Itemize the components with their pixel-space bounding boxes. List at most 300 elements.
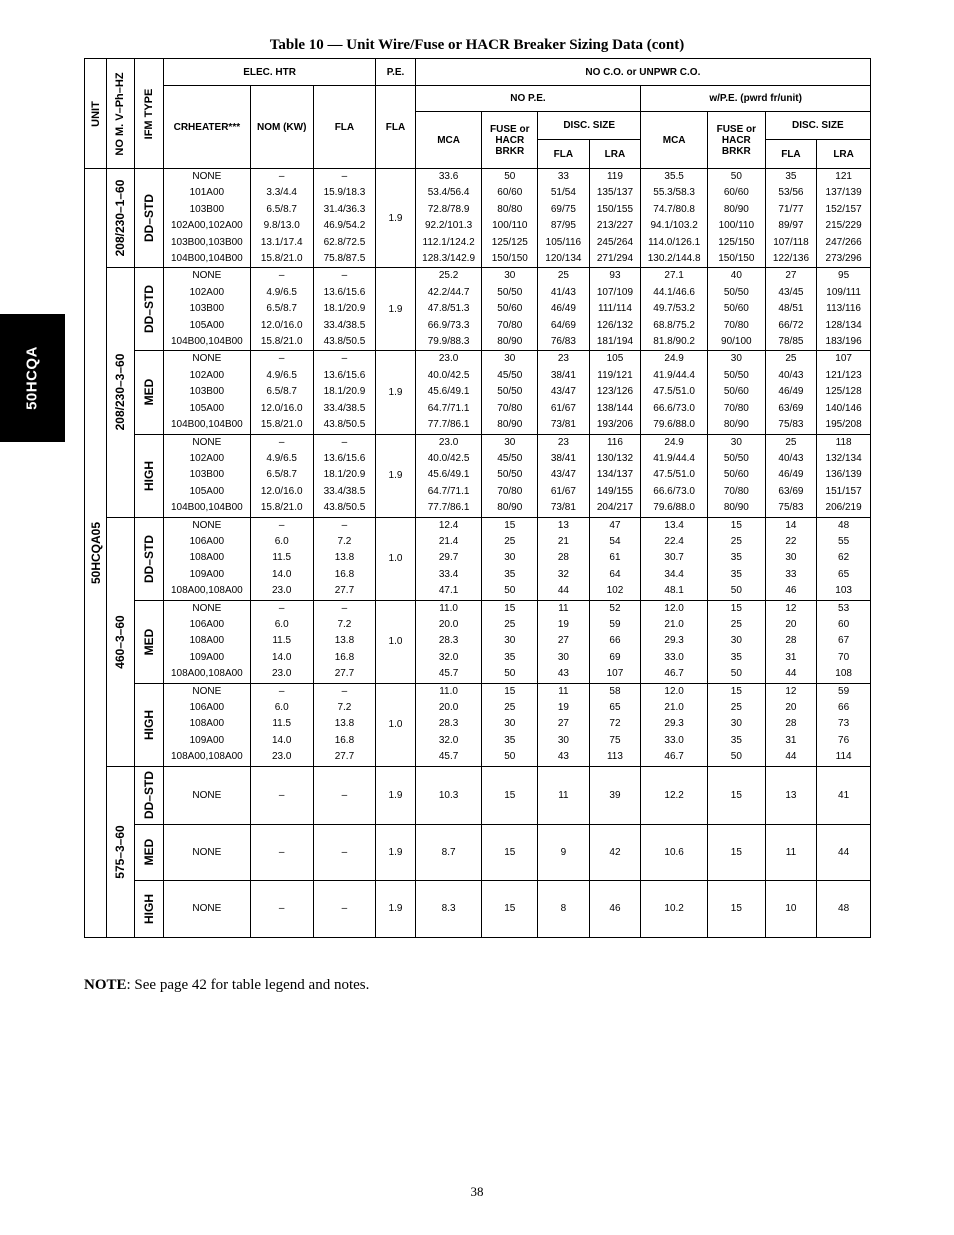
pe-disc-fla-value: 11 [785, 846, 797, 858]
disc-lra-value: 61 [609, 552, 621, 564]
heater-fla-value: – [341, 270, 348, 282]
pe-mca-value: 94.1/103.2 [650, 220, 698, 232]
heater-fla-cell [313, 268, 376, 351]
pe-disc-fla-value: 25 [785, 353, 797, 365]
nom-kw-value: 15.8/21.0 [260, 502, 303, 514]
pe-fuse-value: 70/80 [723, 485, 749, 497]
fuse-value: 35 [504, 651, 516, 663]
pe-disc-fla-value: 107/118 [773, 236, 809, 248]
fuse-value: 25 [504, 702, 516, 713]
crheater-value: NONE [192, 436, 222, 448]
crheater-value: 105A00 [189, 485, 225, 497]
heater-fla-value: 16.8 [334, 651, 355, 663]
pe-fuse-value: 125/150 [718, 236, 755, 248]
pe-fuse-value: 100/110 [718, 220, 755, 232]
heater-fla-value: 13.8 [334, 552, 355, 564]
heater-fla-value: – [341, 903, 348, 915]
pe-mca-value: 34.4 [664, 568, 684, 580]
voltage-label: 575–3–60 [113, 824, 128, 879]
heater-fla-value: 75.8/87.5 [323, 253, 366, 265]
mca-value: 66.9/73.3 [427, 319, 470, 331]
pe-fuse-value: 35 [730, 651, 742, 663]
voltage-label: 208/230–1–60 [113, 179, 128, 257]
fuse-header: FUSE or HACR BRKR [708, 112, 766, 169]
pe-fuse-value: 15 [730, 685, 742, 697]
pe-fuse-value: 15 [730, 846, 742, 858]
pe-fuse-value: 30 [730, 718, 742, 730]
pe-fuse-value: 25 [730, 702, 742, 713]
disc-fla-value: 25 [557, 270, 569, 282]
pe-disc-lra-cell [817, 824, 871, 880]
crheater-cell [163, 268, 250, 351]
pe-fuse-value: 80/90 [723, 203, 749, 215]
fuse-value: 50/50 [497, 469, 523, 481]
pe-fuse-value: 15 [730, 519, 742, 531]
crheater-cell [163, 517, 250, 600]
heater-fla-value: 18.1/20.9 [323, 303, 366, 315]
sizing-table [84, 58, 871, 938]
pe-disc-fla-value: 89/97 [778, 220, 804, 232]
fuse-cell [482, 683, 538, 766]
nom-kw-value: 23.0 [271, 585, 292, 597]
crheater-value: 104B00,104B00 [171, 253, 243, 265]
nom-kw-value: 6.5/8.7 [266, 469, 297, 481]
nom-kw-value: – [278, 171, 285, 182]
pe-fuse-cell [708, 434, 766, 517]
pe-fla-header: FLA [376, 86, 415, 169]
pe-disc-fla-value: 43/45 [778, 286, 804, 298]
pe-disc-fla-value: 75/83 [778, 502, 804, 514]
disc-fla-cell [538, 766, 590, 824]
pe-fla-value: 1.9 [388, 789, 403, 801]
crheater-value: 108A00,108A00 [171, 585, 243, 597]
heater-fla-value: 13.8 [334, 718, 355, 730]
disc-lra-value: 135/137 [596, 187, 634, 199]
disc-lra-value: 130/132 [596, 452, 634, 464]
crheater-cell [163, 683, 250, 766]
pe-disc-fla-value: 46/49 [778, 386, 804, 398]
heater-fla-value: 27.7 [334, 751, 355, 763]
mca-value: 20.0 [438, 618, 459, 630]
pe-disc-fla-value: 20 [785, 702, 797, 713]
pe-disc-lra-value: 95 [838, 270, 850, 282]
heater-fla-cell [313, 351, 376, 434]
disc-fla-value: 87/95 [550, 220, 576, 232]
disc-lra-value: 181/194 [596, 336, 634, 348]
disc-lra-value: 193/206 [596, 419, 634, 431]
nom-kw-cell [250, 824, 313, 880]
heater-fla-value: 7.2 [337, 535, 352, 547]
pe-fuse-value: 30 [730, 635, 742, 647]
pe-disc-lra-cell [817, 517, 871, 600]
crheater-value: 105A00 [189, 402, 225, 414]
heater-fla-cell [313, 434, 376, 517]
disc-fla-cell [538, 268, 590, 351]
pe-disc-fla-value: 71/77 [778, 203, 804, 215]
table-note [84, 977, 369, 994]
heater-fla-value: 43.8/50.5 [323, 336, 366, 348]
disc-lra-value: 93 [609, 270, 621, 282]
table-title: Table 10 — Unit Wire/Fuse or HACR Breaker Sizing Data (cont) [269, 37, 685, 53]
disc-lra-value: 52 [609, 602, 621, 614]
fuse-value: 25 [504, 618, 516, 630]
disc-fla-value: 19 [557, 618, 569, 630]
voltage-label: 460–3–60 [113, 614, 128, 669]
mca-value: 45.6/49.1 [427, 386, 470, 398]
no-pe-header: NO P.E. [415, 86, 641, 112]
pe-mca-value: 46.7 [664, 668, 684, 680]
disc-fla-value: 13 [557, 519, 569, 531]
heater-fla-value: 15.9/18.3 [323, 187, 366, 199]
mca-value: 29.7 [438, 552, 459, 564]
pe-disc-fla-value: 53/56 [778, 187, 804, 199]
pe-fuse-value: 30 [730, 353, 742, 365]
voltage-header: NO M. V–Ph–HZ [107, 59, 134, 169]
disc-fla-value: 23 [557, 353, 569, 365]
disc-fla-value: 43/47 [550, 386, 576, 398]
ifm-type-cell [134, 517, 163, 600]
pe-fuse-value: 15 [730, 903, 742, 915]
pe-disc-lra-cell [817, 351, 871, 434]
disc-lra-value: 149/155 [596, 485, 634, 497]
pe-disc-fla-value: 31 [785, 651, 797, 663]
mca-value: 11.0 [439, 685, 458, 697]
mca-value: 23.0 [438, 436, 459, 448]
crheater-value: 106A00 [189, 618, 225, 630]
mca-value: 33.4 [438, 568, 459, 580]
pe-disc-lra-value: 55 [838, 535, 850, 547]
fuse-value: 25 [504, 535, 516, 547]
disc-lra-value: 47 [609, 519, 621, 531]
heater-fla-value: 46.9/54.2 [323, 220, 366, 232]
pe-disc-lra-cell [817, 169, 871, 268]
table-row [85, 824, 871, 880]
pe-mca-cell [641, 434, 708, 517]
nom-kw-cell [250, 880, 313, 937]
disc-lra-value: 107/109 [596, 286, 634, 298]
pe-mca-value: 79.6/88.0 [653, 502, 695, 514]
pe-fuse-cell [708, 824, 766, 880]
pe-disc-fla-value: 40/43 [778, 452, 804, 464]
pe-mca-value: 47.5/51.0 [653, 386, 695, 398]
disc-lra-value: 39 [609, 789, 621, 801]
table-row [85, 268, 871, 351]
heater-fla-value: 7.2 [337, 618, 352, 630]
pe-disc-fla-value: 48/51 [778, 303, 804, 315]
table-row [85, 351, 871, 434]
pe-mca-value: 44.1/46.6 [653, 286, 695, 298]
mca-cell [415, 880, 482, 937]
pe-disc-lra-value: 65 [838, 568, 850, 580]
heater-fla-value: 31.4/36.3 [323, 203, 366, 215]
heater-fla-value: 33.4/38.5 [323, 485, 366, 497]
pe-fla-value: 1.0 [388, 636, 403, 648]
mca-value: 23.0 [438, 353, 459, 365]
disc-fla-cell [538, 683, 590, 766]
pe-disc-fla-value: 46 [785, 585, 797, 597]
ifm-type-label: DD–STD [141, 285, 156, 334]
crheater-cell [163, 169, 250, 268]
pe-fuse-value: 50/50 [723, 369, 749, 381]
pe-fla-value: 1.9 [388, 470, 403, 482]
nom-kw-value: 4.9/6.5 [266, 369, 297, 381]
pe-disc-lra-value: 67 [838, 635, 850, 647]
heater-fla-cell [313, 880, 376, 937]
pe-fuse-value: 50/50 [723, 452, 749, 464]
pe-disc-lra-value: 152/157 [825, 203, 862, 215]
ifm-type-cell [134, 824, 163, 880]
pe-fuse-cell [708, 268, 766, 351]
mca-value: 8.3 [441, 903, 456, 915]
pe-mca-value: 21.0 [664, 618, 684, 630]
pe-mca-value: 48.1 [664, 585, 684, 597]
pe-mca-value: 66.6/73.0 [653, 485, 695, 497]
pe-mca-value: 79.6/88.0 [653, 419, 695, 431]
mca-value: 40.0/42.5 [427, 452, 470, 464]
mca-value: 11.0 [439, 602, 458, 614]
pe-disc-lra-cell [817, 268, 871, 351]
heater-fla-value: 33.4/38.5 [323, 402, 366, 414]
pe-disc-lra-value: 136/139 [825, 469, 862, 481]
disc-lra-value: 123/126 [596, 386, 634, 398]
pe-fuse-cell [708, 351, 766, 434]
pe-disc-fla-cell [765, 169, 817, 268]
disc-fla-value: 28 [557, 552, 569, 564]
heater-fla-value: – [341, 846, 348, 858]
pe-fuse-cell [708, 169, 766, 268]
pe-disc-lra-value: 44 [838, 846, 850, 858]
disc-lra-value: 65 [609, 702, 621, 713]
pe-disc-lra-cell [817, 600, 871, 683]
disc-fla-value: 43 [557, 668, 569, 680]
pe-disc-fla-value: 75/83 [778, 419, 804, 431]
mca-value: 45.7 [438, 668, 459, 680]
pe-mca-value: 74.7/80.8 [653, 203, 695, 215]
ifm-type-label: DD–STD [141, 194, 156, 243]
heater-fla-value: 13.8 [334, 635, 355, 647]
fuse-value: 50 [504, 585, 516, 597]
heater-fla-value: 27.7 [334, 668, 355, 680]
pe-fla-cell [376, 880, 415, 937]
mca-value: 45.6/49.1 [427, 469, 470, 481]
nom-kw-value: 12.0/16.0 [260, 319, 303, 331]
mca-value: 28.3 [438, 635, 459, 647]
pe-fuse-value: 50 [730, 171, 742, 182]
disc-lra-value: 58 [609, 685, 621, 697]
pe-fla-cell [376, 766, 415, 824]
pe-fuse-cell [708, 683, 766, 766]
mca-value: 8.7 [441, 846, 456, 858]
table-row [85, 434, 871, 517]
nom-kw-value: 14.0 [271, 734, 292, 746]
mca-value: 72.8/78.9 [427, 203, 470, 215]
pe-fuse-value: 80/90 [723, 502, 749, 514]
fuse-value: 15 [504, 903, 516, 915]
pe-fla-cell [376, 517, 415, 600]
crheater-value: NONE [192, 171, 222, 182]
nom-kw-value: – [278, 602, 285, 614]
crheater-value: 108A00,108A00 [171, 668, 243, 680]
pe-disc-lra-value: 103 [835, 585, 852, 597]
pe-disc-lra-value: 108 [835, 668, 852, 680]
pe-disc-fla-value: 46/49 [778, 469, 804, 481]
mca-value: 10.3 [438, 789, 459, 801]
mca-value: 92.2/101.3 [424, 220, 473, 232]
disc-lra-cell [589, 880, 641, 937]
nom-kw-value: 6.5/8.7 [266, 303, 297, 315]
crheater-value: NONE [192, 789, 222, 801]
heater-fla-cell [313, 517, 376, 600]
pe-fuse-value: 25 [730, 535, 742, 547]
fuse-value: 50/50 [497, 386, 523, 398]
pe-mca-value: 55.3/58.3 [653, 187, 695, 199]
heater-fla-value: 16.8 [334, 734, 355, 746]
voltage-cell [107, 766, 134, 937]
disc-lra-value: 105 [606, 353, 624, 365]
table-row [85, 766, 871, 824]
fuse-value: 30 [504, 718, 516, 730]
pe-mca-value: 46.7 [664, 751, 684, 763]
note-text: : See page 42 for table legend and notes. [126, 977, 370, 993]
pe-fuse-value: 70/80 [723, 319, 749, 331]
disc-fla-value: 73/81 [550, 419, 576, 431]
fuse-value: 45/50 [497, 369, 523, 381]
disc-fla-value: 73/81 [550, 502, 576, 514]
mca-value: 77.7/86.1 [427, 502, 470, 514]
disc-fla-value: 46/49 [550, 303, 576, 315]
pe-mca-value: 10.2 [664, 903, 684, 915]
pe-disc-lra-value: 121 [835, 171, 852, 182]
pe-fla-cell [376, 351, 415, 434]
pe-disc-lra-value: 215/229 [825, 220, 862, 232]
mca-value: 12.4 [438, 519, 459, 531]
pe-fuse-value: 25 [730, 618, 742, 630]
nom-kw-value: – [278, 789, 285, 801]
ifm-type-cell [134, 880, 163, 937]
pe-fuse-value: 80/90 [723, 419, 749, 431]
heater-fla-value: 13.6/15.6 [323, 452, 366, 464]
mca-value: 79.9/88.3 [427, 336, 470, 348]
pe-mca-value: 81.8/90.2 [653, 336, 695, 348]
disc-lra-value: 134/137 [596, 469, 634, 481]
crheater-value: 109A00 [189, 734, 225, 746]
disc-lra-value: 72 [609, 718, 621, 730]
pe-disc-lra-value: 48 [838, 903, 850, 915]
pe-disc-lra-value: 195/208 [825, 419, 862, 431]
pe-disc-fla-value: 31 [785, 734, 797, 746]
fuse-value: 50 [504, 668, 516, 680]
mca-cell [415, 268, 482, 351]
pe-disc-fla-value: 22 [785, 535, 797, 547]
pe-disc-fla-value: 12 [785, 602, 797, 614]
mca-cell [415, 600, 482, 683]
ifm-type-label: MED [141, 838, 156, 866]
pe-mca-cell [641, 766, 708, 824]
pe-fuse-value: 50/60 [723, 386, 749, 398]
pe-disc-lra-cell [817, 683, 871, 766]
pe-fuse-value: 30 [730, 436, 742, 448]
disc-lra-value: 107 [606, 668, 624, 680]
fuse-cell [482, 517, 538, 600]
ifm-type-cell [134, 766, 163, 824]
pe-disc-fla-value: 44 [785, 751, 797, 763]
nom-kw-cell [250, 600, 313, 683]
nom-kw-value: 6.5/8.7 [266, 203, 297, 215]
pe-disc-fla-value: 10 [785, 903, 797, 915]
pe-disc-lra-value: 66 [838, 702, 850, 713]
fuse-cell [482, 600, 538, 683]
elec-htr-header: ELEC. HTR [163, 59, 375, 86]
crheater-value: 108A00 [189, 552, 225, 564]
heater-fla-value: 13.6/15.6 [323, 286, 366, 298]
fuse-value: 80/90 [497, 419, 523, 431]
fuse-value: 60/60 [497, 187, 523, 199]
disc-fla-value: 32 [557, 568, 569, 580]
pe-disc-fla-cell [765, 434, 817, 517]
mca-value: 64.7/71.1 [427, 485, 470, 497]
ifm-type-cell [134, 268, 163, 351]
page-number: 38 [470, 1184, 484, 1199]
disc-lra-value: 75 [609, 734, 621, 746]
fuse-cell [482, 766, 538, 824]
disc-lra-cell [589, 683, 641, 766]
nom-kw-value: – [278, 685, 285, 697]
fuse-value: 15 [504, 602, 516, 614]
disc-lra-value: 213/227 [596, 220, 634, 232]
pe-disc-fla-cell [765, 683, 817, 766]
pe-mca-value: 29.3 [664, 718, 684, 730]
crheater-value: 109A00 [189, 568, 225, 580]
pe-disc-fla-value: 35 [785, 171, 797, 182]
pe-disc-lra-value: 113/116 [826, 303, 861, 315]
heater-fla-value: – [341, 353, 348, 365]
disc-fla-value: 8 [560, 903, 567, 915]
disc-fla-value: 61/67 [550, 402, 576, 414]
table-row [85, 880, 871, 937]
voltage-label: 208/230–3–60 [113, 354, 128, 431]
crheater-value: 108A00 [189, 718, 225, 730]
pe-disc-lra-value: 151/157 [825, 485, 862, 497]
crheater-cell [163, 600, 250, 683]
nom-kw-value: 23.0 [271, 668, 292, 680]
nom-kw-value: 14.0 [271, 651, 292, 663]
nom-kw-cell [250, 434, 313, 517]
crheater-value: NONE [192, 270, 222, 282]
disc-lra-value: 42 [609, 846, 621, 858]
pe-disc-lra-value: 183/196 [825, 336, 862, 348]
crheater-value: 101A00 [189, 187, 225, 199]
pe-disc-fla-cell [765, 766, 817, 824]
ifm-type-label: HIGH [141, 709, 156, 740]
mca-value: 40.0/42.5 [427, 369, 470, 381]
nom-kw-cell [250, 683, 313, 766]
heater-fla-value: – [341, 685, 348, 697]
disc-lra-value: 113 [606, 751, 623, 763]
heater-fla-value: 18.1/20.9 [323, 469, 366, 481]
fuse-value: 70/80 [497, 319, 523, 331]
disc-fla-cell [538, 600, 590, 683]
nom-kw-value: 11.5 [272, 635, 292, 647]
pe-mca-value: 30.7 [664, 552, 684, 564]
pe-mca-value: 12.0 [664, 602, 684, 614]
heater-fla-value: 16.8 [334, 568, 355, 580]
disc-lra-value: 54 [609, 535, 621, 547]
pe-mca-value: 12.0 [664, 685, 684, 697]
crheater-value: NONE [192, 353, 222, 365]
mca-cell [415, 434, 482, 517]
nom-kw-value: 12.0/16.0 [260, 402, 303, 414]
disc-fla-value: 43 [557, 751, 569, 763]
